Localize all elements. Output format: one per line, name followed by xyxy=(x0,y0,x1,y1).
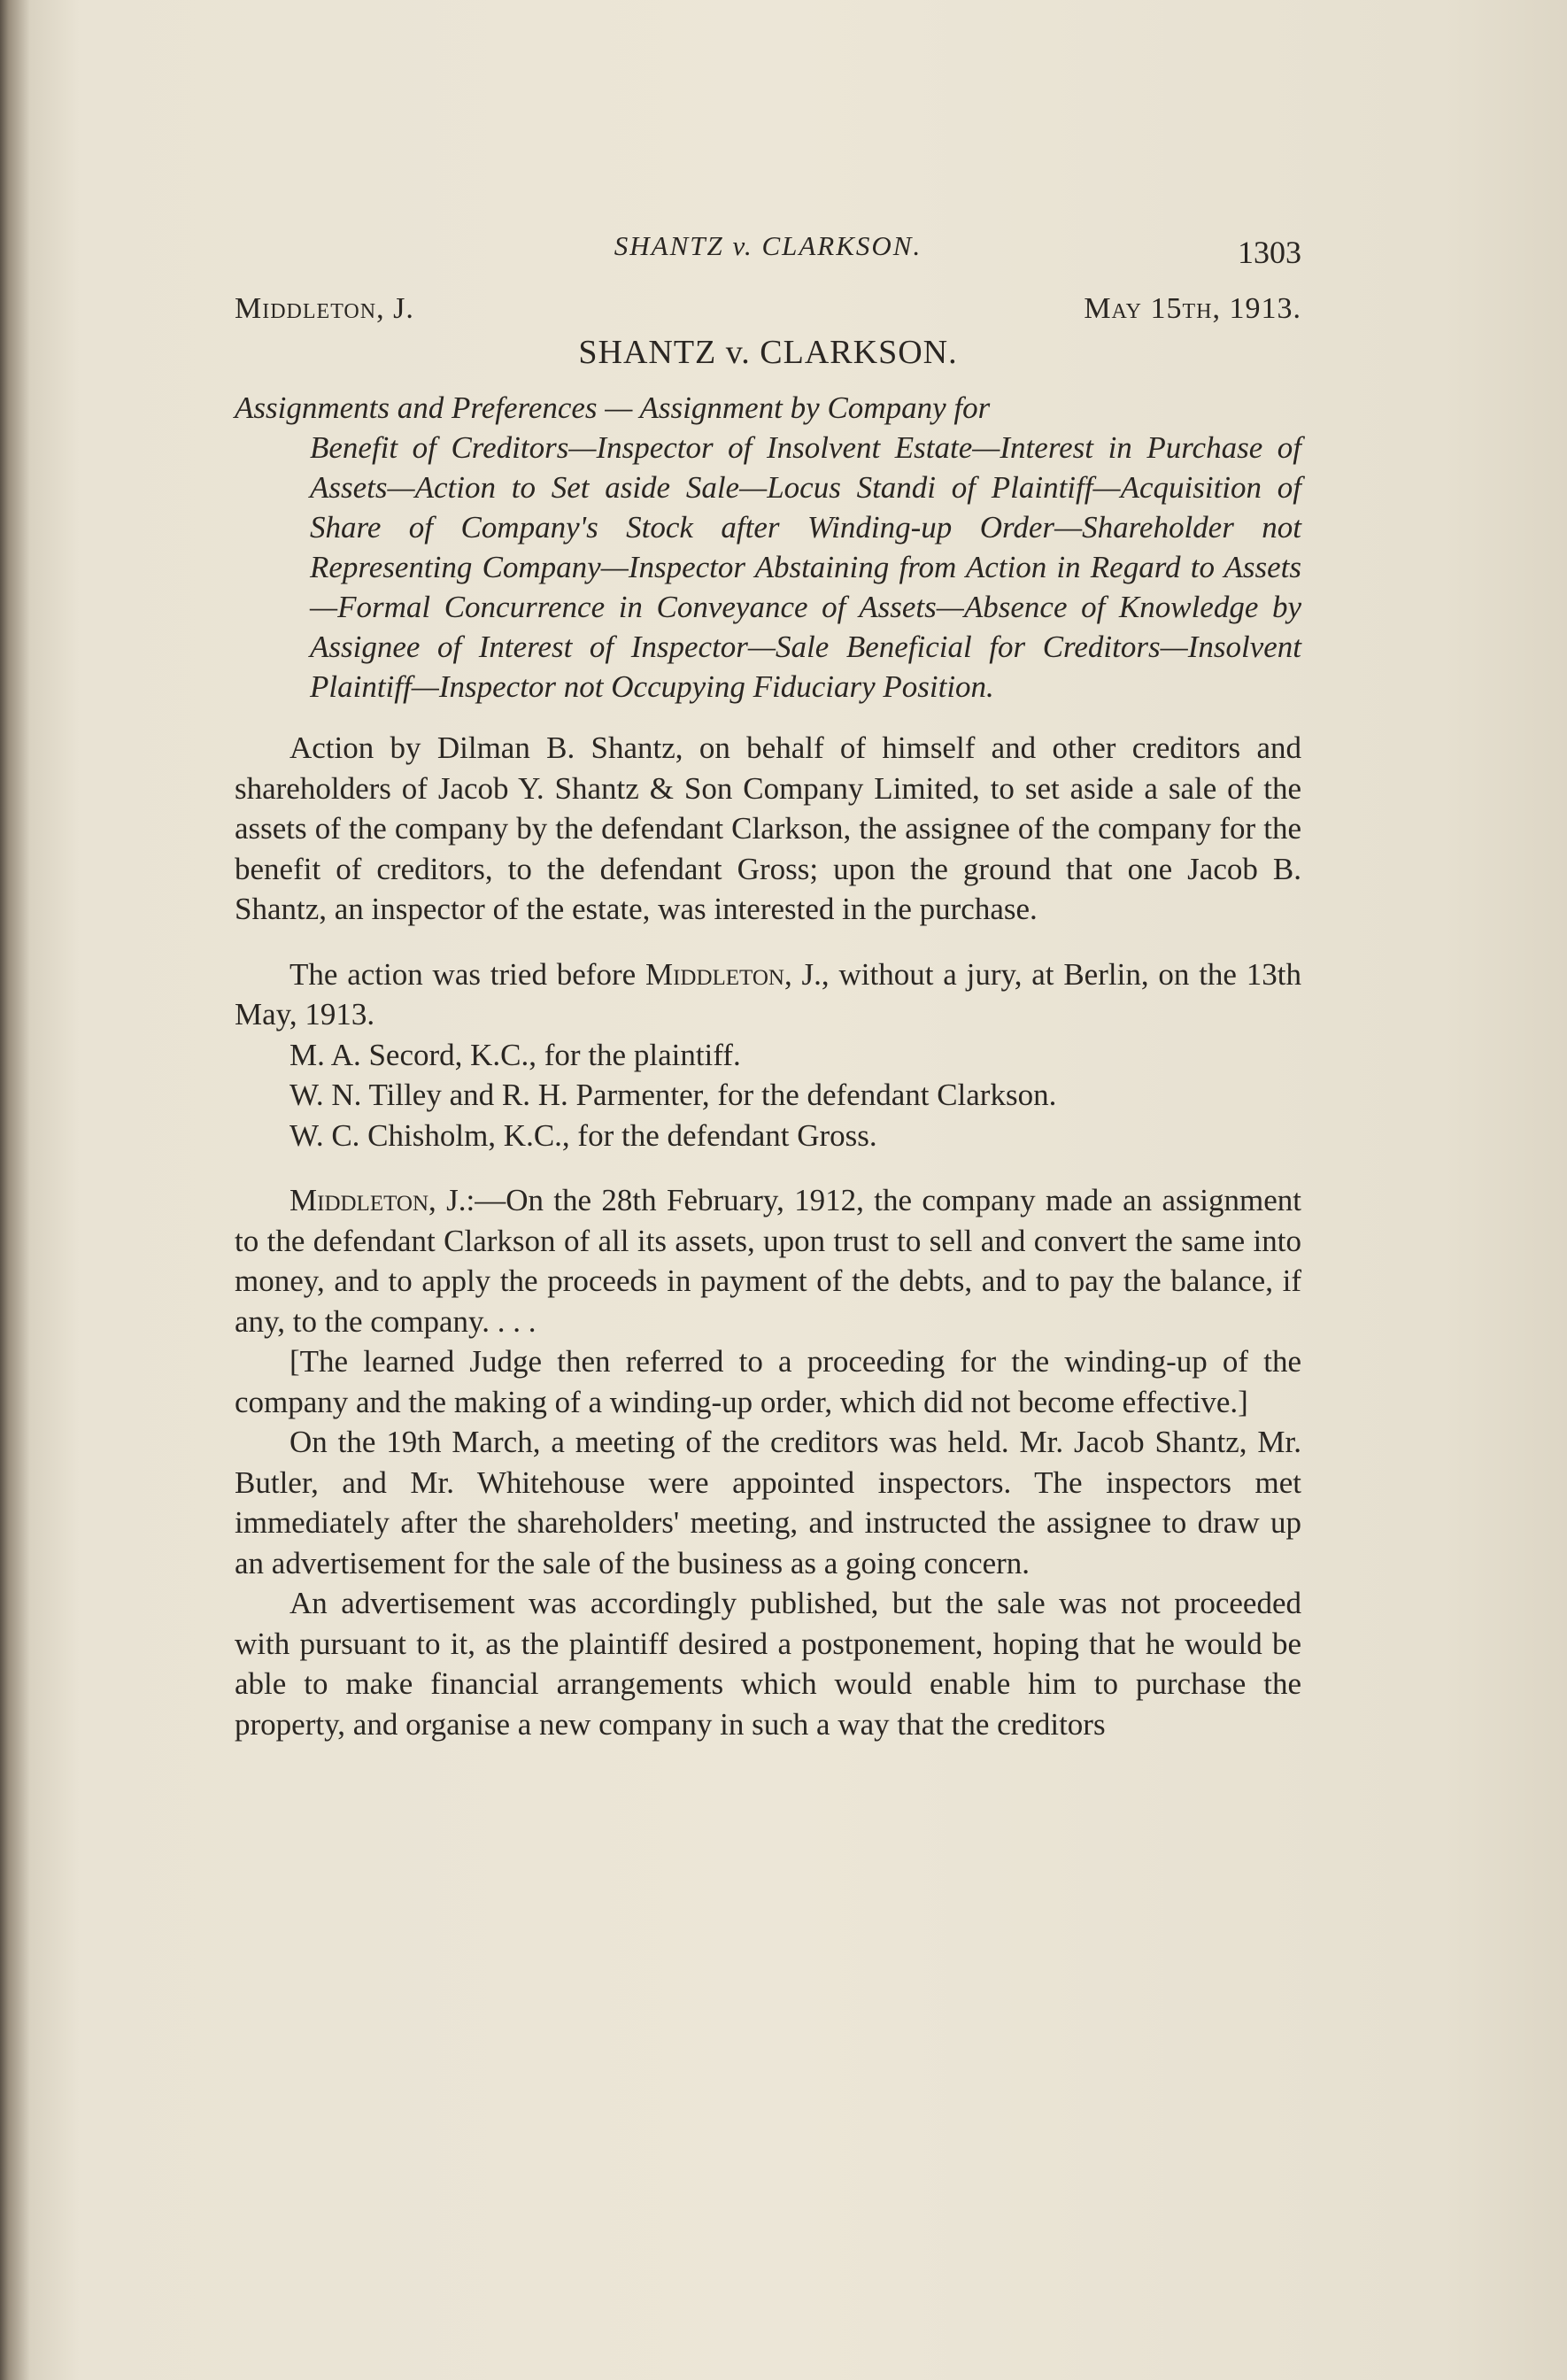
page-number: 1303 xyxy=(1238,235,1301,270)
meeting-paragraph: On the 19th March, a meeting of the creditors was held. Mr. Jacob Shantz, Mr. Butler, and Mr. Whitehouse were appointed inspectors. The inspectors met immediately after the shareholders' meeting, and instructed the assignee to draw up an advertisement for the sale of the business as a going concern. xyxy=(235,1425,1301,1580)
trial-suffix: , J., without a jury, at Berlin, on the 13th May, 1913. xyxy=(235,956,1301,1032)
decision-date: May 15th, 1913. xyxy=(1084,292,1301,325)
judgment-opening xyxy=(235,1180,1301,1341)
counsel-gross: W. C. Chisholm, K.C., for the defendant Gross. xyxy=(289,1117,877,1153)
case-meta-line xyxy=(235,292,1301,326)
action-paragraph: Action by Dilman B. Shantz, on behalf of himself and other creditors and shareholders of Jacob Y. Shantz & Son Company Limited, to set aside a sale of the assets of the company by the defendant Clarkson, the assignee of the company for the benefit of creditors, to the defendant Gross; upon the ground that one Jacob B. Shantz, an inspector of the estate, was interested in the purchase. xyxy=(235,730,1301,926)
headnote-continuation: Benefit of Creditors—Inspector of Insolvent Estate—Interest in Purchase of Assets—Action to Set aside Sale—Locus Standi of Plaintiff—Acquisition of Share of Company's Stock after Winding-up Order—Shareholder not Representing Company—Inspector Abstaining from Action in Regard to Assets—Formal Concurrence in Conveyance of Assets—Absence of Knowledge by Assignee of Interest of Inspector—Sale Beneficial for Creditors—Insolvent Plaintiff—Inspector not Occupying Fiduciary Position. xyxy=(310,430,1301,704)
running-title: SHANTZ v. CLARKSON. xyxy=(614,230,922,261)
headnote xyxy=(235,388,1301,707)
counsel-clarkson: W. N. Tilley and R. H. Parmenter, for the defendant Clarkson. xyxy=(289,1078,1057,1112)
section-gap xyxy=(235,930,1301,954)
trial-prefix: The action was tried before xyxy=(289,956,645,992)
bracket-note: [The learned Judge then referred to a proceeding for the winding-up of the company and the making of a winding-up order, which did not become effective.] xyxy=(235,1344,1301,1419)
judge-name: Middleton, J. xyxy=(235,292,414,325)
text-block xyxy=(235,221,1301,1744)
advertisement-paragraph: An advertisement was accordingly published, but the sale was not proceeded with pursuant to it, as the plaintiff desired a postponement, hoping that he would be able to make financial arrangements which would enable him to purchase the property, and organise a new company in such a way that the creditors xyxy=(235,1586,1301,1742)
judgment-text: , J.:—On the 28th February, 1912, the company made an assignment to the defendant Clarkson of all its assets, upon trust to sell and convert the same into money, and to apply the proceeds in payment of the debts, and to pay the balance, if any, to the company. . . . xyxy=(235,1183,1301,1339)
judgment-judge: Middleton xyxy=(289,1183,429,1217)
trial-paragraph xyxy=(235,954,1301,1035)
section-gap xyxy=(235,1155,1301,1180)
running-head xyxy=(235,221,1301,274)
trial-judge: Middleton xyxy=(645,956,784,992)
case-title: SHANTZ v. CLARKSON. xyxy=(578,334,958,371)
counsel-plaintiff: M. A. Secord, K.C., for the plaintiff. xyxy=(289,1037,741,1072)
headnote-first-line: Assignments and Preferences — Assignment by Company for xyxy=(235,390,991,425)
